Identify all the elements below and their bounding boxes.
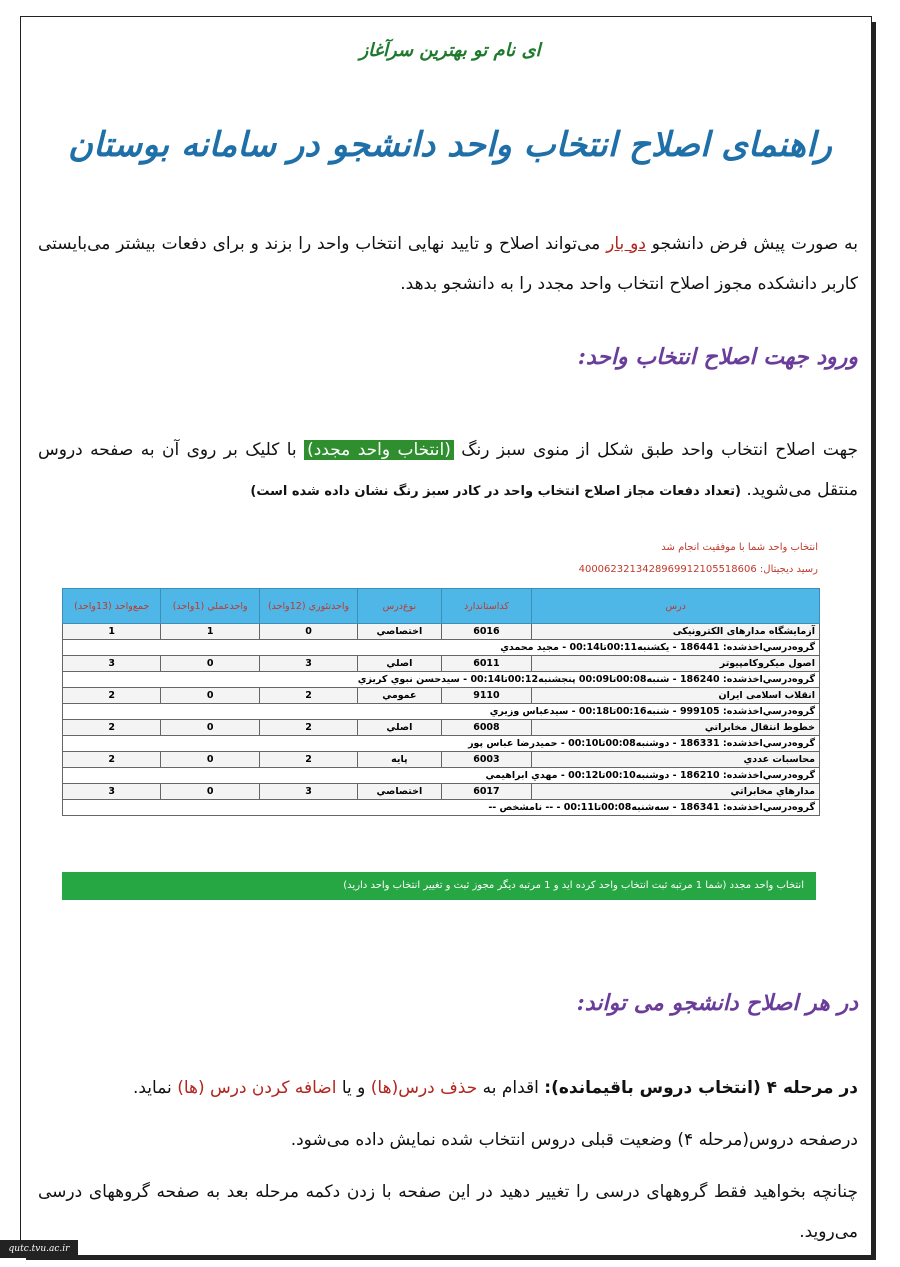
course-table [62, 588, 820, 816]
intro-text-2: می‌تواند اصلاح و تایید نهایی انتخاب واحد را بزند و برای دفعات بیشتر می‌بایستی کاربر دانشکده مجوز اصلاح انتخاب واحد مجدد را به دانشجو بدهد. [38, 234, 858, 294]
page-title: راهنمای اصلاح انتخاب واحد دانشجو در سامانه بوستان [68, 125, 832, 165]
course-code: 9110 [441, 688, 532, 704]
course-practical: 1 [161, 624, 259, 640]
intro-highlight: دو بار [606, 234, 646, 254]
course-name: اصول ميكروكامپيوتر [532, 656, 820, 672]
intro-paragraph [38, 224, 858, 304]
course-name: محاسبات عددي [532, 752, 820, 768]
course-code: 6008 [441, 720, 532, 736]
basmala: ای نام تو بهترین سرآغاز [359, 40, 541, 61]
step4-line [38, 1068, 858, 1108]
course-theory: 3 [259, 656, 357, 672]
table-row [63, 784, 820, 800]
table-row [63, 656, 820, 672]
course-practical: 0 [161, 656, 259, 672]
col-theory: واحدتئوري (12واحد) [259, 589, 357, 624]
course-name: خطوط انتقال مخابراتي [532, 720, 820, 736]
entry-text-1: جهت اصلاح انتخاب واحد طبق شکل از منوی سبز رنگ [453, 440, 858, 460]
remove-course-text: حذف درس(ها) [370, 1078, 478, 1098]
intro-text-1: به صورت پیش فرض دانشجو [645, 234, 858, 254]
table-row [63, 720, 820, 736]
course-total: 2 [63, 688, 161, 704]
group-row [63, 672, 820, 688]
page-border-shadow [872, 22, 876, 1260]
col-course: درس [532, 589, 820, 624]
site-logo: qutc.tvu.ac.ir [0, 1240, 78, 1258]
course-name: آزمایشگاه مدارهای الکترونیکی [532, 624, 820, 640]
course-type: عمومي [358, 688, 441, 704]
col-type: نوع‌درس [358, 589, 441, 624]
digital-receipt: رسید دیجیتال: 4000623213428969912105518606 [578, 564, 818, 575]
group-info: گروه‌درسي‌اخذشده: 186441 - يكشنبه00:11تا00:14 - مجيد محمدي [63, 640, 820, 656]
course-code: 6003 [441, 752, 532, 768]
course-practical: 0 [161, 752, 259, 768]
course-type: اصلي [358, 656, 441, 672]
course-practical: 0 [161, 720, 259, 736]
entry-note: (تعداد دفعات مجاز اصلاح انتخاب واحد در کادر سبز رنگ نشان داده شده است) [250, 484, 741, 499]
step4-text-1: اقدام به [477, 1078, 545, 1098]
section-heading-entry: ورود جهت اصلاح انتخاب واحد: [577, 344, 858, 370]
group-row [63, 704, 820, 720]
col-total: جمع‌واحد (13واحد) [63, 589, 161, 624]
course-total: 3 [63, 656, 161, 672]
course-type: اختصاصي [358, 624, 441, 640]
group-info: گروه‌درسي‌اخذشده: 186210 - دوشنبه00:10تا00:12 - مهدي ابراهيمي [63, 768, 820, 784]
table-row [63, 688, 820, 704]
table-row [63, 752, 820, 768]
entry-paragraph [38, 430, 858, 512]
course-theory: 2 [259, 720, 357, 736]
course-theory: 2 [259, 688, 357, 704]
group-row [63, 768, 820, 784]
reselect-units-button[interactable]: انتخاب واحد مجدد (شما 1 مرتبه ثبت انتخاب واحد کرده اید و 1 مرتبه دیگر مجوز ثبت و تغییر انتخاب واحد دارید) [62, 872, 816, 900]
group-row [63, 736, 820, 752]
group-info: گروه‌درسي‌اخذشده: 186240 - شنبه00:08تا00:09 پنجشنبه00:12تا00:14 - سيدحسن نبوي كريزي [63, 672, 820, 688]
group-info: گروه‌درسي‌اخذشده: 186341 - سه‌شنبه00:08تا00:11 - -- نامشخص -- [63, 800, 820, 816]
course-selection-screenshot [60, 532, 826, 912]
add-course-text: اضافه کردن درس (ها) [177, 1078, 337, 1098]
course-code: 6011 [441, 656, 532, 672]
course-total: 3 [63, 784, 161, 800]
table-row [63, 624, 820, 640]
course-theory: 0 [259, 624, 357, 640]
page-border-shadow-bottom [26, 1256, 876, 1260]
course-practical: 0 [161, 688, 259, 704]
course-total: 2 [63, 752, 161, 768]
course-code: 6017 [441, 784, 532, 800]
col-code: کداستاندارد [441, 589, 532, 624]
step4-label: در مرحله ۴ (انتخاب دروس باقیمانده): [544, 1078, 858, 1098]
step4-text-2: و یا [336, 1078, 371, 1098]
course-name: انقلاب اسلامی ایران [532, 688, 820, 704]
course-code: 6016 [441, 624, 532, 640]
course-theory: 3 [259, 784, 357, 800]
section-heading-each-edit: در هر اصلاح دانشجو می تواند: [576, 990, 858, 1016]
step4-text-3: نماید. [132, 1078, 178, 1098]
course-type: پايه [358, 752, 441, 768]
success-message: انتخاب واحد شما با موفقیت انجام شد [661, 542, 818, 553]
course-name: مدارهاي مخابراتي [532, 784, 820, 800]
group-row [63, 640, 820, 656]
course-type: اختصاصي [358, 784, 441, 800]
col-practical: واحدعملي (1واحد) [161, 589, 259, 624]
group-info: گروه‌درسي‌اخذشده: 186331 - دوشنبه00:08تا00:10 - حميدرضا عباس پور [63, 736, 820, 752]
green-menu-label: (انتخاب واحد مجدد) [304, 440, 454, 460]
group-change-line: چنانچه بخواهید فقط گروههای درسی را تغییر دهید در این صفحه با زدن دکمه مرحله بعد به صفحه گروههای درسی می‌روید. [38, 1182, 858, 1242]
course-total: 2 [63, 720, 161, 736]
table-header-row [63, 589, 820, 624]
entry-text-2: با کلیک بر روی آن به صفحه دروس منتقل می‌شوید. [38, 440, 858, 500]
step4-status-line: درصفحه دروس(مرحله ۴) وضعیت قبلی دروس انتخاب شده نمایش داده می‌شود. [290, 1130, 858, 1150]
each-edit-paragraph [38, 1068, 858, 1252]
course-type: اصلي [358, 720, 441, 736]
course-practical: 0 [161, 784, 259, 800]
group-row [63, 800, 820, 816]
course-theory: 2 [259, 752, 357, 768]
course-total: 1 [63, 624, 161, 640]
group-info: گروه‌درسي‌اخذشده: 999105 - شنبه00:16تا00:18 - سيدعباس وزيري [63, 704, 820, 720]
